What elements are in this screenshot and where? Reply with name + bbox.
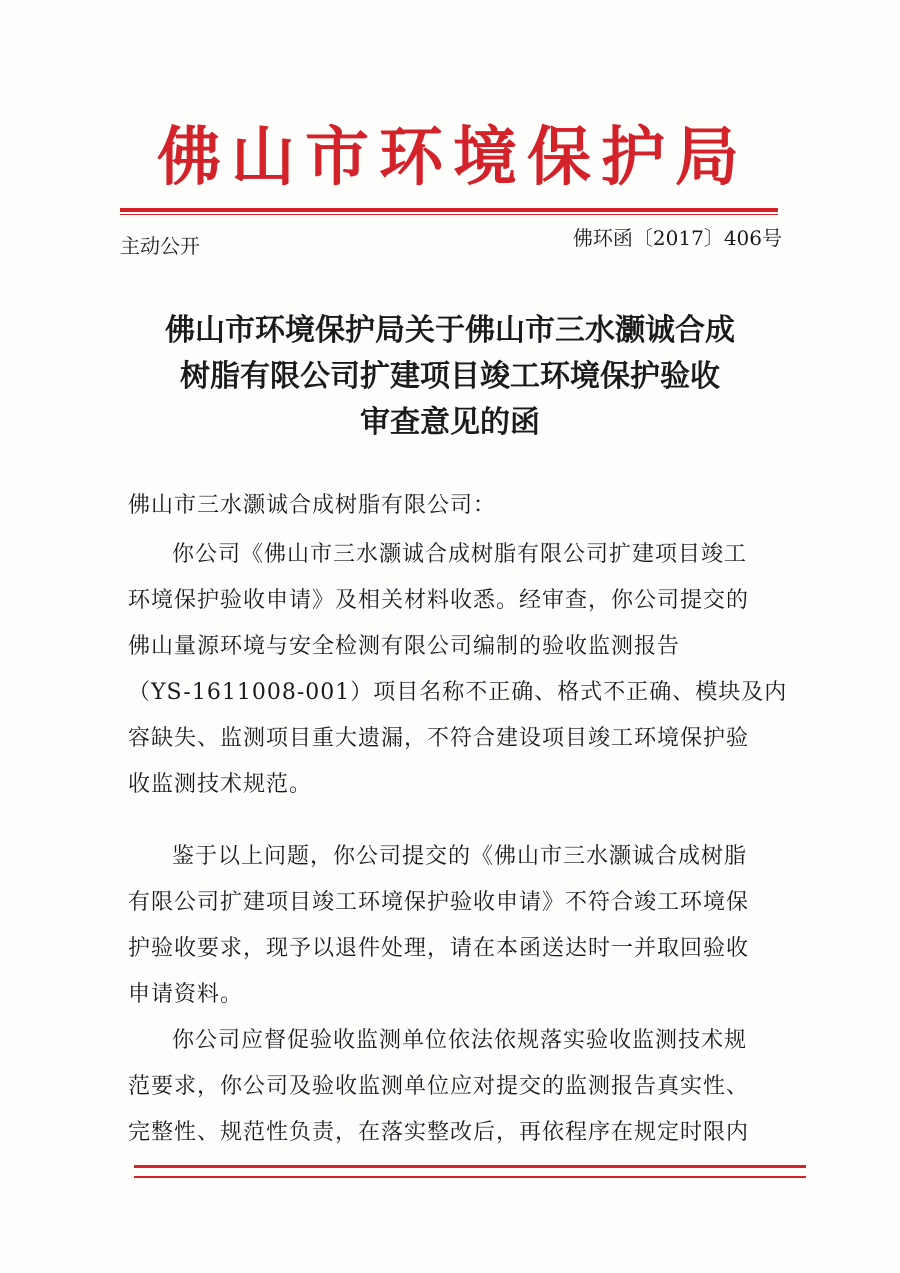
agency-header: 佛山市环境保护局 (157, 120, 749, 195)
paragraph-line: 环境保护验收申请》及相关材料收悉。经审查，你公司提交的 (128, 588, 750, 613)
paragraph-line: 收监测技术规范。 (128, 772, 313, 797)
footer-red-rule-thin (134, 1176, 806, 1178)
paragraph-line: 你公司《佛山市三水灏诚合成树脂有限公司扩建项目竣工 (172, 542, 748, 567)
paragraph-line: 鉴于以上问题，你公司提交的《佛山市三水灏诚合成树脂 (172, 844, 748, 869)
paragraph-2 (128, 834, 788, 1018)
paragraph-line: 你公司应督促验收监测单位依法依规落实验收监测技术规 (172, 1028, 748, 1053)
paragraph-line: 容缺失、监测项目重大遗漏，不符合建设项目竣工环境保护验 (128, 726, 750, 751)
paragraph-line: 申请资料。 (128, 982, 244, 1007)
footer-red-rule (134, 1165, 806, 1168)
document-title (110, 308, 790, 446)
title-line: 树脂有限公司扩建项目竣工环境保护验收 (180, 359, 720, 394)
paragraph-line: 完整性、规范性负责，在落实整改后，再依程序在规定时限内 (128, 1120, 750, 1145)
paragraph-line: 有限公司扩建项目竣工环境保护验收申请》不符合竣工环境保 (128, 890, 750, 915)
paragraph-line: 范要求，你公司及验收监测单位应对提交的监测报告真实性、 (128, 1074, 750, 1099)
addressee: 佛山市三水灏诚合成树脂有限公司： (128, 493, 497, 518)
document-number: 佛环函〔2017〕406号 (572, 226, 782, 250)
paragraph-line: 佛山量源环境与安全检测有限公司编制的验收监测报告 (128, 634, 681, 659)
title-line: 审查意见的函 (360, 405, 540, 440)
paragraph-line: （YS-1611008-001）项目名称不正确、格式不正确、模块及内 (128, 680, 788, 705)
header-red-rule-thin (120, 214, 778, 215)
paragraph-line: 护验收要求，现予以退件处理，请在本函送达时一并取回验收 (128, 936, 750, 961)
header-red-rule (120, 208, 778, 212)
disclosure-label: 主动公开 (120, 234, 200, 258)
paragraph-3 (128, 1018, 788, 1156)
paragraph-1 (128, 532, 788, 808)
title-line: 佛山市环境保护局关于佛山市三水灏诚合成 (165, 313, 735, 348)
